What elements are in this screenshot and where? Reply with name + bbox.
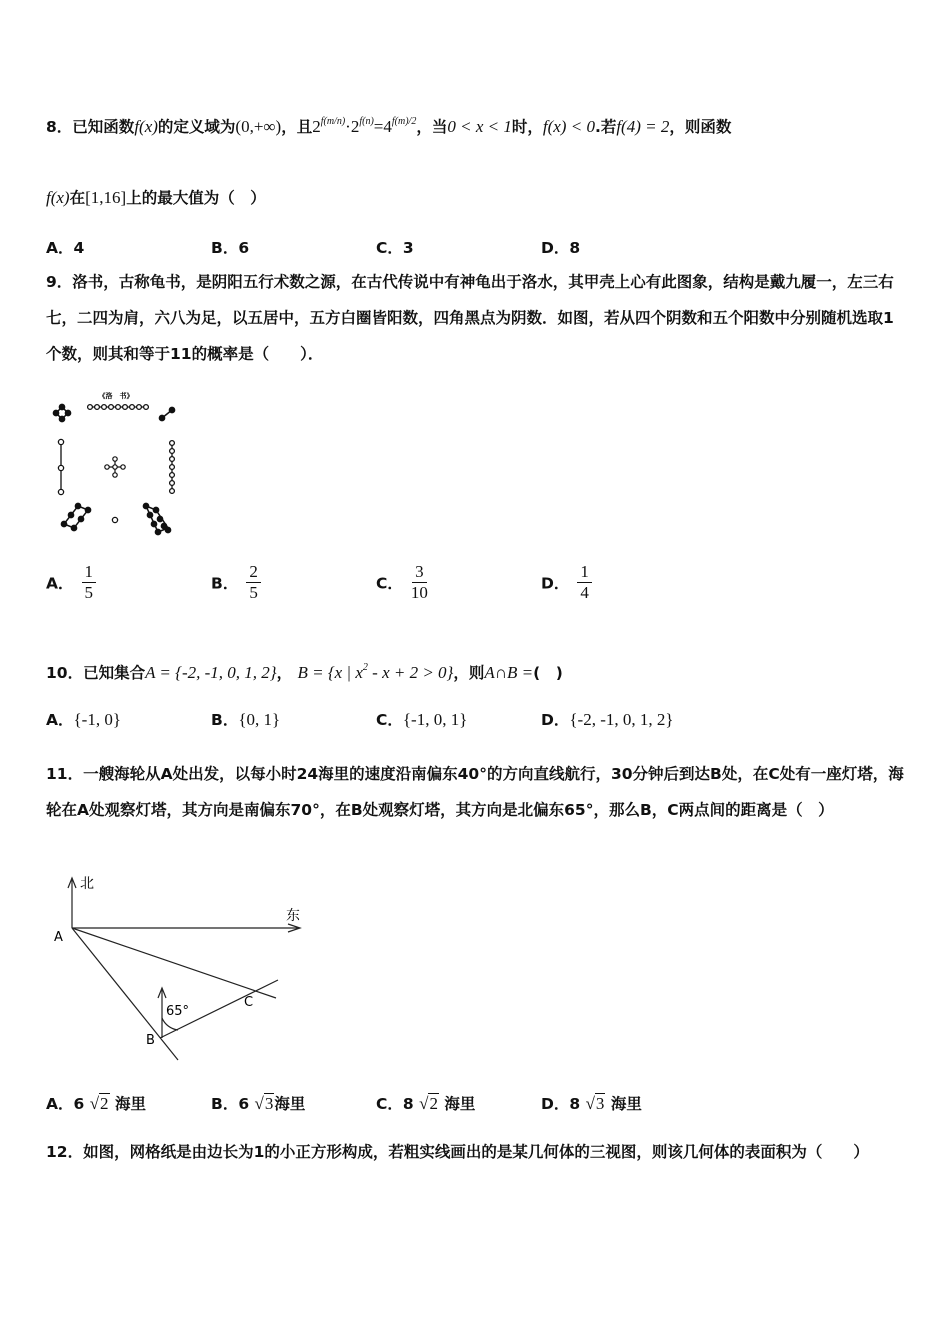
q9-option-a[interactable]: A． $\frac{1}{5}$ [46, 562, 96, 603]
q10-expression: A∩B = [484, 663, 534, 682]
q11-option-a[interactable]: A．6 √2 海里 [46, 1094, 146, 1113]
diagram-point-c: C [244, 995, 254, 1010]
diagram-east-label: 东 [286, 908, 300, 924]
q11-number: 11． [46, 765, 84, 783]
q8-options [46, 236, 906, 256]
question-10: 10．已知集合A = {-2, -1, 0, 1, 2}， B = {x | $x^2 - x + 2 > 0$}，则A∩B =( ) [46, 662, 563, 682]
question-9 [46, 264, 906, 372]
q12-number: 12． [46, 1143, 84, 1161]
q10-set-a: A = {-2, -1, 0, 1, 2} [145, 663, 277, 682]
q11-option-b[interactable]: B．6 √3海里 [211, 1094, 306, 1113]
q10-number: 10． [46, 664, 84, 682]
q12-text: 如图，网格纸是由边长为1的小正方形构成，若粗实线画出的是某几何体的三视图，则该几何体的表面积为（ ） [83, 1143, 869, 1161]
q8-inequality: f(x) < 0 [542, 117, 595, 136]
diagram-point-b: B [146, 1033, 155, 1048]
q8-f4: f(4) = 2 [616, 117, 670, 136]
q10-options [46, 708, 906, 734]
q8-condition: 0 < x < 1 [447, 117, 512, 136]
q8-option-c[interactable]: C．3 [376, 239, 414, 257]
question-11 [46, 756, 906, 828]
q9-text: 洛书，古称龟书，是阴阳五行术数之源，在古代传说中有神龟出于洛水，其甲壳上心有此图象，结构是戴九履一，左三右七，二四为肩，六八为足，以五居中，五方白圈皆阳数，四角黑点为阴数．如图，若从四个阴数和五个阳数中分别随机选取1个数，则其和等于11的概率是（ ）． [46, 273, 894, 363]
question-8: 8．已知函数f(x)的定义域为(0,+∞)，且$2^{f(m/n)}\cdot 2^{f(n)}=4^{f(m)/2}$，当0 < x < 1时，f(x) < 0.若f(4) = 2，则函数 [46, 116, 732, 136]
q8-option-d[interactable]: D．8 [541, 239, 581, 257]
luoshu-title: 《洛 书》 [98, 392, 134, 400]
q11-option-d[interactable]: D．8 √3 海里 [541, 1094, 642, 1113]
q8-equation: $2^{f(m/n)}\cdot 2^{f(n)}=4^{f(m)/2}$ [312, 116, 417, 136]
q10-option-b[interactable]: B．{0, 1} [211, 710, 281, 729]
q9-options [46, 562, 906, 612]
q8-number: 8． [46, 118, 73, 136]
luoshu-figure [48, 388, 188, 538]
q8-option-b[interactable]: B．6 [211, 239, 250, 257]
q8-interval: [1,16] [85, 188, 127, 207]
q9-number: 9． [46, 273, 73, 291]
diagram-point-a: A [54, 930, 63, 945]
q9-option-b[interactable]: B． $\frac{2}{5}$ [211, 562, 261, 603]
q11-text: 一艘海轮从A处出发，以每小时24海里的速度沿南偏东40°的方向直线航行，30分钟后到达B处，在C处有一座灯塔，海轮在A处观察灯塔，其方向是南偏东70°，在B处观察灯塔，其方向是北偏东65°，那么B，C两点间的距离是（ ） [46, 765, 904, 819]
q9-option-c[interactable]: C． $\frac{3}{10}$ [376, 562, 428, 602]
diagram-angle-label: 65° [166, 1004, 190, 1019]
q10-option-d[interactable]: D．{-2, -1, 0, 1, 2} [541, 710, 674, 729]
question-8-line2: f(x)在[1,16]上的最大值为（ ） [46, 188, 266, 207]
navigation-diagram [48, 868, 318, 1068]
q11-option-c[interactable]: C．8 √2 海里 [376, 1094, 476, 1113]
q10-set-b: B = {x | $x^2 - x + 2 > 0$} [297, 662, 454, 682]
diagram-north-label: 北 [80, 876, 94, 892]
q8-fx: f(x) [134, 117, 158, 136]
q10-option-c[interactable]: C．{-1, 0, 1} [376, 710, 468, 729]
q9-option-d[interactable]: D． $\frac{1}{4}$ [541, 562, 592, 603]
question-12 [46, 1134, 906, 1170]
q8-option-a[interactable]: A．4 [46, 239, 85, 257]
q10-option-a[interactable]: A．{-1, 0} [46, 710, 121, 729]
q11-options [46, 1092, 906, 1118]
q8-domain: (0,+∞) [235, 117, 282, 136]
